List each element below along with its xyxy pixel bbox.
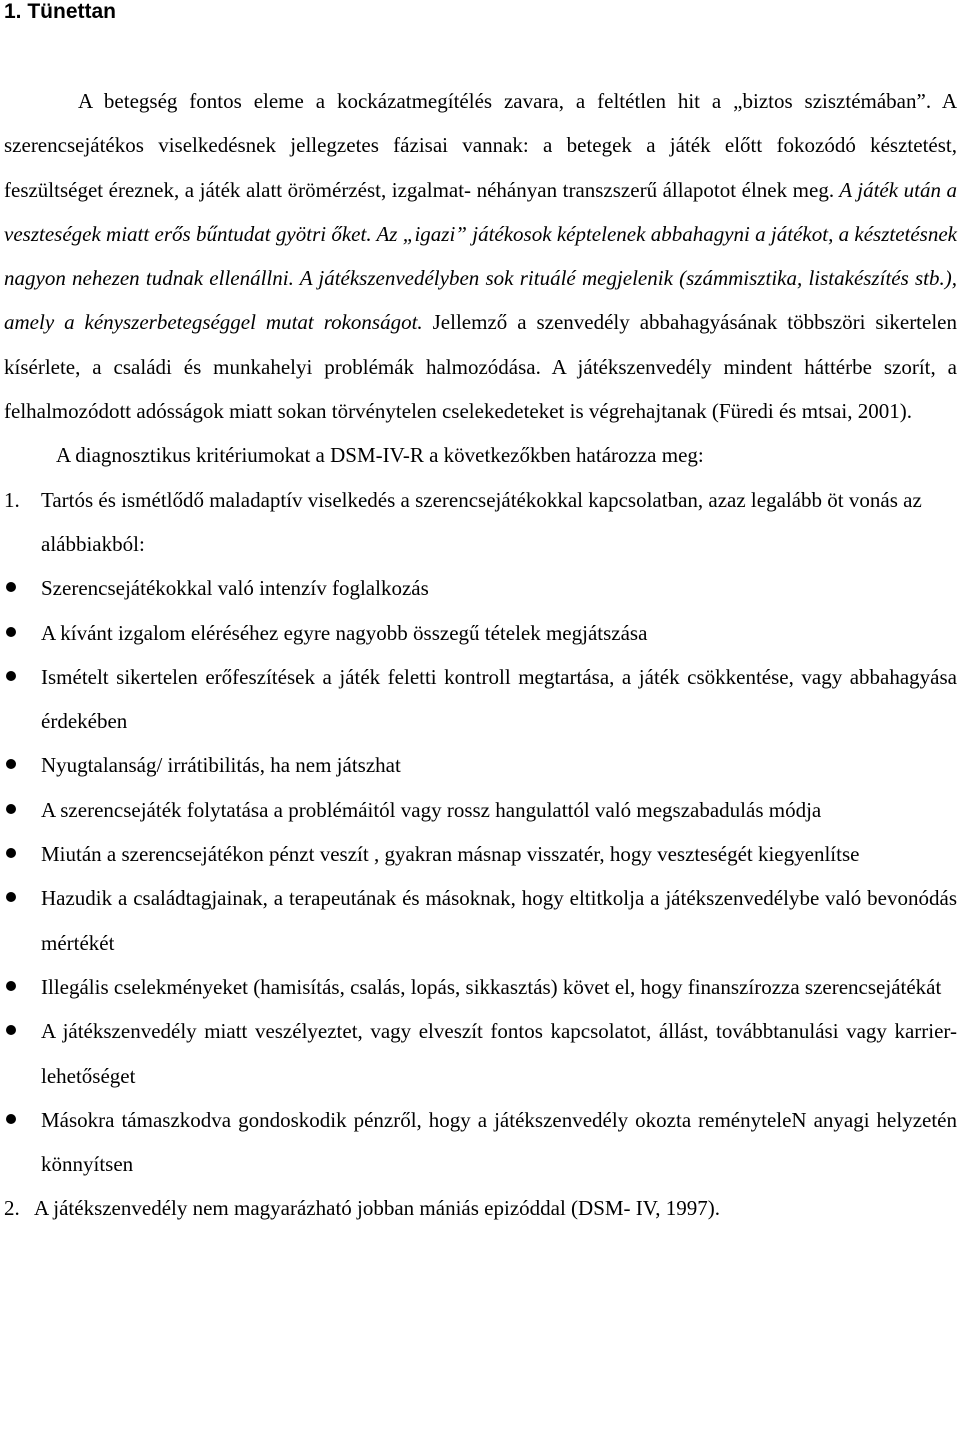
list-item-text: Miután a szerencsejátékon pénzt veszít , gyakran másnap visszatér, hogy veszteségét kiegyenlítse [41, 842, 860, 867]
criterion-2-number: 2. [4, 1196, 20, 1221]
diagnostic-intro: A diagnosztikus kritériumokat a DSM-IV-R a következőkben határozza meg: [56, 443, 704, 468]
list-item-text: Nyugtalanság/ irrátibilitás, ha nem játszhat [41, 753, 401, 778]
criterion-2-text: A játékszenvedély nem magyarázható jobban mániás epizóddal (DSM- IV, 1997). [34, 1196, 720, 1221]
list-item [4, 1009, 957, 1098]
list-item-text: A kívánt izgalom eléréséhez egyre nagyobb összegű tételek megjátszása [41, 620, 648, 645]
list-item-text: Illegális cselekményeket (hamisítás, csalás, lopás, sikkasztás) követ el, hogy finanszírozza szerencsejátékát [41, 974, 942, 999]
list-item [4, 876, 957, 965]
paragraph-text-part-1: A betegség fontos eleme a kockázatmegítélés zavara, a feltétlen hit a „biztos szisztémában”. A szerencsejátékos viselkedésnek jellegzetes fázisai vannak: a betegek a játék előtt fokozódó késztetést, feszültséget éreznek, a játék alatt örömérzést, izgalmat- néhányan transzszerű állapotot élnek meg. [4, 89, 957, 202]
section-heading: 1. Tünettan [4, 0, 117, 23]
bullet-icon [6, 627, 16, 637]
bullet-icon [6, 981, 16, 991]
list-item [4, 566, 957, 610]
list-item-text: Ismételt sikertelen erőfeszítések a játék feletti kontroll megtartása, a játék csökkentése, vagy abbahagyása érdekében [41, 664, 957, 734]
list-item [4, 611, 957, 655]
criteria-bullet-list [4, 566, 957, 1186]
criterion-1-text: Tartós és ismétlődő maladaptív viselkedés a szerencsejátékokkal kapcsolatban, azaz legalább öt vonás az alábbiakból: [41, 487, 922, 556]
list-item-text: Másokra támaszkodva gondoskodik pénzről, hogy a játékszenvedély okozta reményteleN anyagi helyzetén könnyítsen [41, 1107, 957, 1177]
list-item [4, 1098, 957, 1187]
list-item-text: A szerencsejáték folytatása a problémáitól vagy rossz hangulattól való megszabadulás módja [41, 797, 822, 822]
list-item [4, 743, 957, 787]
bullet-icon [6, 1114, 16, 1124]
symptoms-paragraph [4, 79, 957, 433]
bullet-icon [6, 892, 16, 902]
list-item-text: Szerencsejátékokkal való intenzív foglalkozás [41, 576, 429, 601]
bullet-icon [6, 1025, 16, 1035]
list-item-text: A játékszenvedély miatt veszélyeztet, vagy elveszít fontos kapcsolatot, állást, továbbtanulási vagy karrier- lehetőséget [41, 1019, 957, 1088]
bullet-icon [6, 759, 16, 769]
criterion-1 [4, 478, 957, 567]
list-item [4, 788, 957, 832]
bullet-icon [6, 582, 16, 592]
paragraph-text-part-italic: A játék után a veszteségek miatt erős bűntudat gyötri őket. Az „igazi” játékosok képtelenek abbahagyni a játékot, a késztetésnek nagyon nehezen tudnak ellenállni. A játékszenvedélyben sok rituálé megjelenik (számmisztika, listakészítés stb.), amely a kényszerbetegséggel mutat rokonságot. [4, 177, 957, 335]
paragraph-text-part-2: Jellemző a szenvedély abbahagyásának többszöri sikertelen kísérlete, a családi és munkahelyi problémák halmozódása. A játékszenvedély mindent háttérbe szorít, a felhalmozódott adósságok miatt sokan törvénytelen cselekedeteket is végrehajtanak (Füredi és mtsai, 2001). [4, 310, 957, 424]
list-item [4, 965, 957, 1009]
bullet-icon [6, 671, 16, 681]
criterion-2 [4, 1186, 957, 1230]
list-item [4, 832, 957, 876]
bullet-icon [6, 848, 16, 858]
bullet-icon [6, 804, 16, 814]
list-item [4, 655, 957, 744]
criterion-1-number: 1. [4, 487, 20, 512]
list-item-text: Hazudik a családtagjainak, a terapeutának és másoknak, hogy eltitkolja a játékszenvedélybe való bevonódás mértékét [41, 886, 957, 955]
